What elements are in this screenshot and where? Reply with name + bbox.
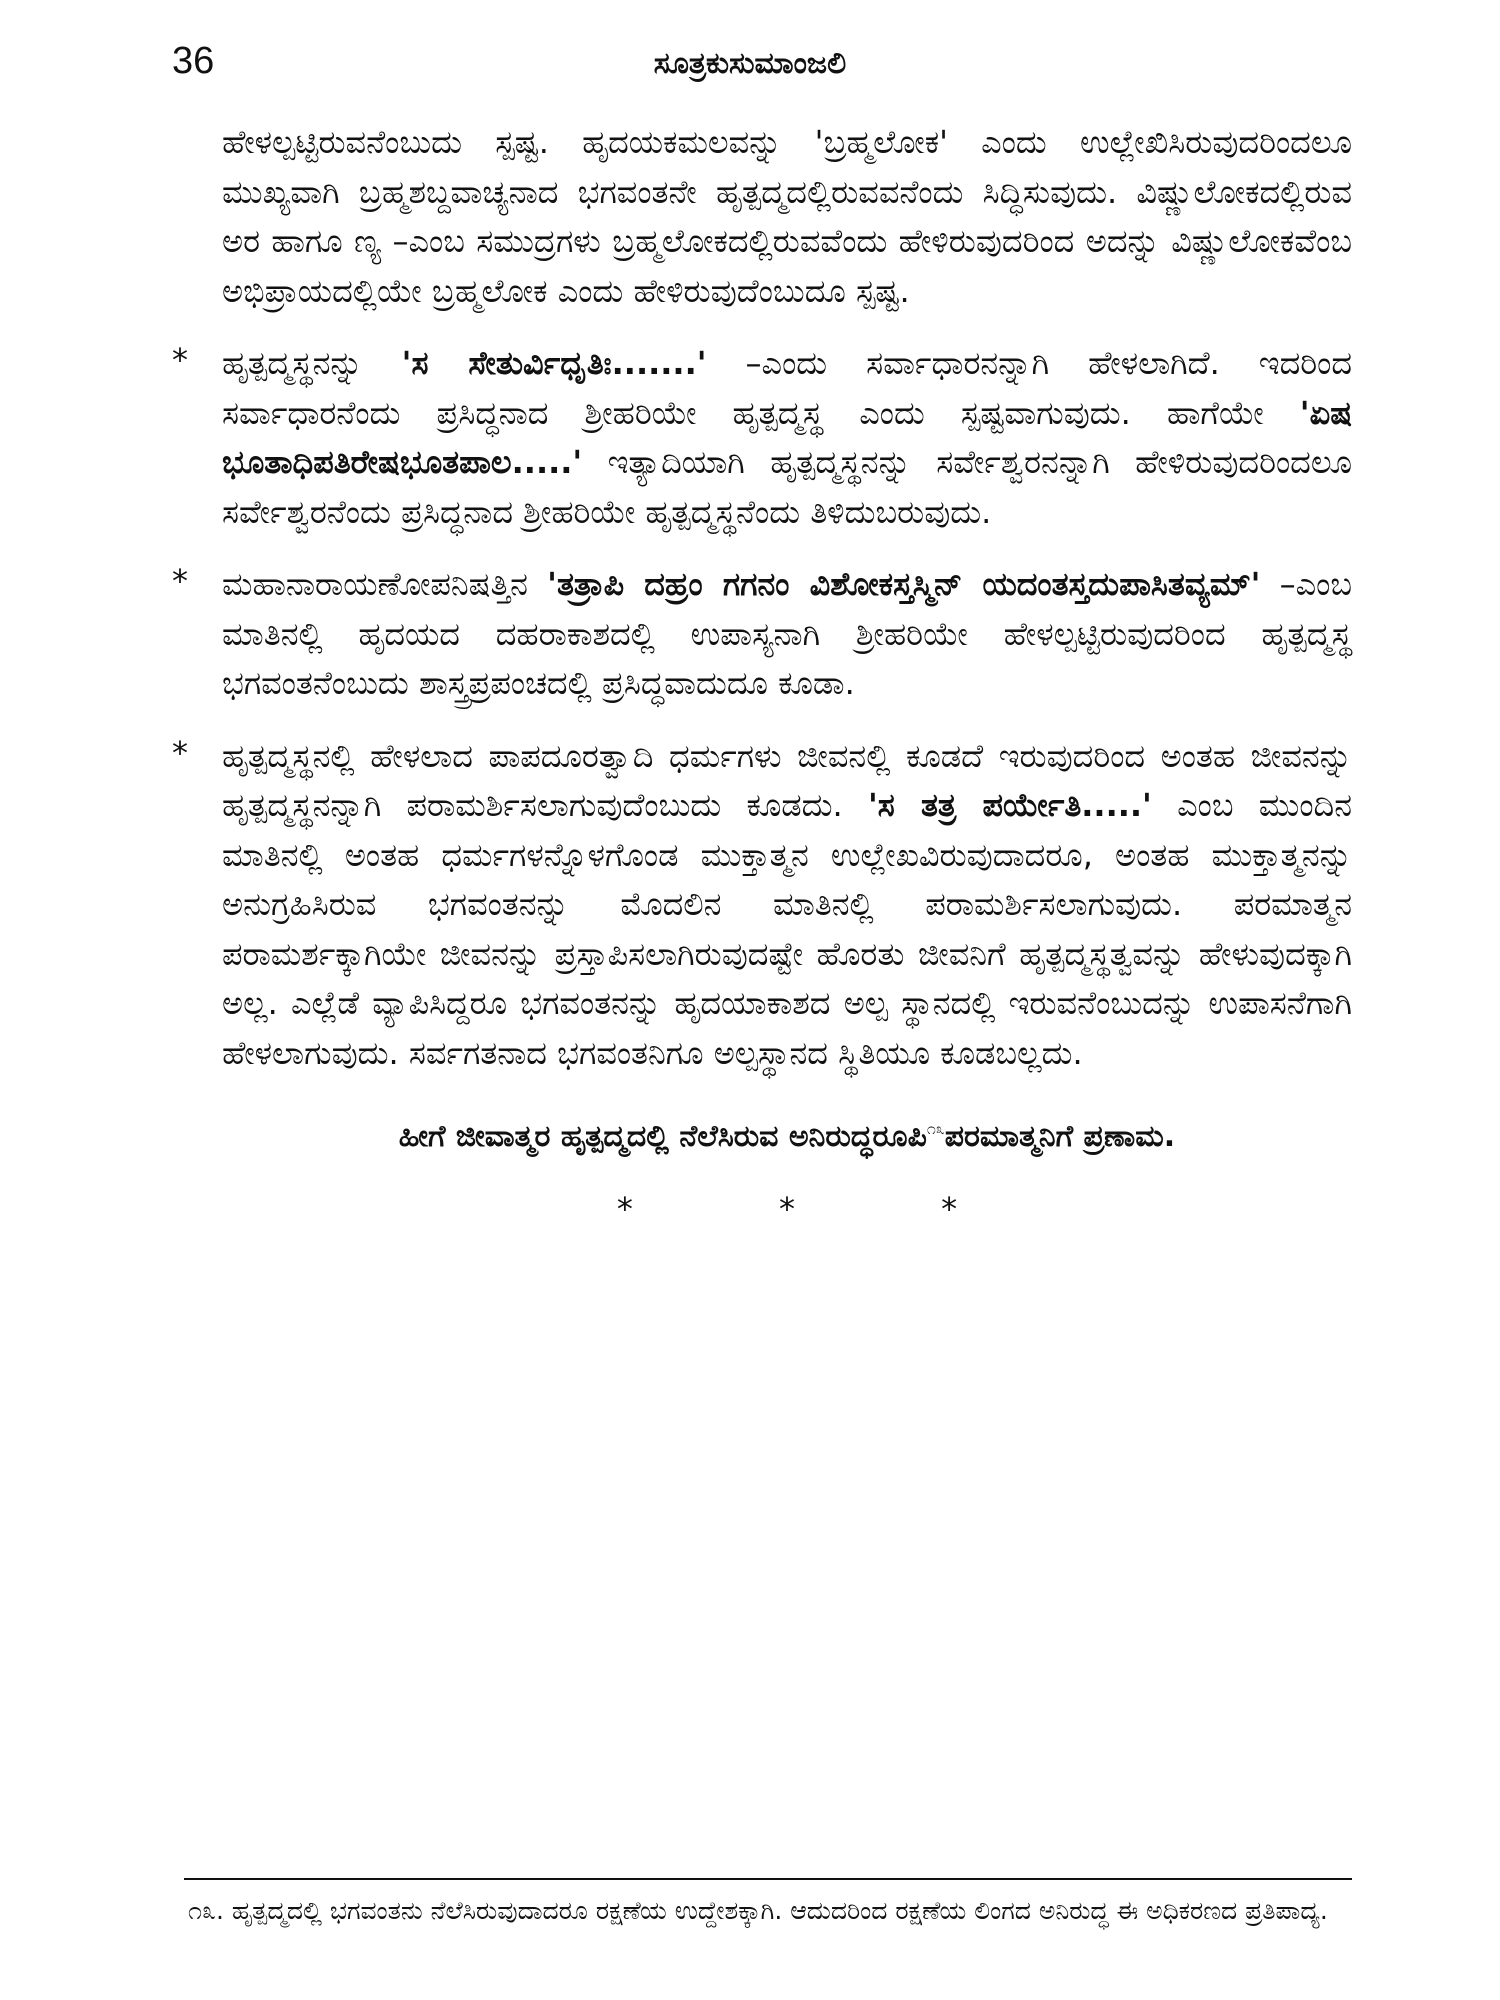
quoted-verse: 'ತತ್ರಾಪಿ ದಹ್ರಂ ಗಗನಂ ವಿಶೋಕಸ್ತಸ್ಮಿನ್ ಯದಂತಸ್ತದುಪಾಸಿತವ್ಯಮ್' — [547, 565, 1261, 603]
text-run: –ಎಂದು ಸರ್ವಾಧಾರನನ್ನಾಗಿ ಹೇಳಲಾಗಿದೆ. ಇದರಿಂದ ಸರ್ವಾಧಾರನೆಂದು ಪ್ರಸಿದ್ಧನಾದ ಶ್ರೀಹರಿಯೇ ಹೃತ್ಪದ್ಮಸ್ಥ ಎಂದು ಸ್ಪಷ್ಟವಾಗುವುದು. ಹಾಗೆಯೇ — [222, 344, 1352, 432]
bullet-star: * — [172, 562, 188, 600]
quoted-verse: 'ಸ ಸೇತುರ್ವಿಧೃತಿಃ.......' — [401, 344, 707, 382]
footnote-rule — [184, 1878, 1352, 1880]
bullet-item — [172, 339, 1352, 537]
text-run: ಎಂಬ ಮುಂದಿನ ಮಾತಿನಲ್ಲಿ ಅಂತಹ ಧರ್ಮಗಳನ್ನೊಳಗೊಂಡ ಮುಕ್ತಾತ್ಮನ ಉಲ್ಲೇಖವಿರುವುದಾದರೂ, ಅಂತಹ ಮುಕ್ತಾತ್ಮನನ್ನು ಅನುಗ್ರಹಿಸಿರುವ ಭಗವಂತನನ್ನು ಮೊದಲಿನ ಮಾತಿನಲ್ಲಿ ಪರಾಮರ್ಶಿಸಲಾಗುವುದು. ಪರಮಾತ್ಮನ ಪರಾಮರ್ಶಕ್ಕಾಗಿಯೇ ಜೀವನನ್ನು ಪ್ರಸ್ತಾಪಿಸಲಾಗಿರುವುದಷ್ಟೇ ಹೊರತು ಜೀವನಿಗೆ ಹೃತ್ಪದ್ಮಸ್ಥತ್ವವನ್ನು ಹೇಳುವುದಕ್ಕಾಗಿ ಅಲ್ಲ. ಎಲ್ಲೆಡೆ ವ್ಯಾಪಿಸಿದ್ದರೂ ಭಗವಂತನನ್ನು ಹೃದಯಾಕಾಶದ ಅಲ್ಪ ಸ್ಥಾನದಲ್ಲಿ ಇರುವನೆಂಬುದನ್ನು ಉಪಾಸನೆಗಾಗಿ ಹೇಳಲಾಗುವುದು. ಸರ್ವಗತನಾದ ಭಗವಂತನಿಗೂ ಅಲ್ಪಸ್ಥಾನದ ಸ್ಥಿತಿಯೂ ಕೂಡಬಲ್ಲದು. — [222, 786, 1352, 1072]
intro-paragraph: ಹೇಳಲ್ಪಟ್ಟಿರುವನೆಂಬುದು ಸ್ಪಷ್ಟ. ಹೃದಯಕಮಲವನ್ನು 'ಬ್ರಹ್ಮಲೋಕ' ಎಂದು ಉಲ್ಲೇಖಿಸಿರುವುದರಿಂದಲೂ ಮುಖ್ಯವಾಗಿ ಬ್ರಹ್ಮಶಬ್ದವಾಚ್ಯನಾದ ಭಗವಂತನೇ ಹೃತ್ಪದ್ಮದಲ್ಲಿರುವವನೆಂದು ಸಿದ್ಧಿಸುವುದು. ವಿಷ್ಣುಲೋಕದಲ್ಲಿರುವ ಅರ ಹಾಗೂ ಣ್ಯ –ಎಂಬ ಸಮುದ್ರಗಳು ಬ್ರಹ್ಮಲೋಕದಲ್ಲಿರುವವೆಂದು ಹೇಳಿರುವುದರಿಂದ ಅದನ್ನು ವಿಷ್ಣುಲೋಕವೆಂಬ ಅಭಿಪ್ರಾಯದಲ್ಲಿಯೇ ಬ್ರಹ್ಮಲೋಕ ಎಂದು ಹೇಳಿರುವುದೆಂಬುದೂ ಸ್ಪಷ್ಟ. — [222, 123, 1352, 310]
quoted-verse: 'ಸ ತತ್ರ ಪರ್ಯೇತಿ.....' — [867, 786, 1152, 824]
section-separator: * * * — [616, 1190, 1026, 1228]
page-body — [172, 118, 1352, 1228]
footnote-marker: ೧೩. — [188, 1896, 224, 1925]
closing-text: ಹೀಗೆ ಜೀವಾತ್ಮರ ಹೃತ್ಪದ್ಮದಲ್ಲಿ ನೆಲೆಸಿರುವ ಅನಿರುದ್ಧರೂಪಿ — [398, 1119, 927, 1154]
text-run: ಮಹಾನಾರಾಯಣೋಪನಿಷತ್ತಿನ — [222, 565, 548, 603]
closing-salutation — [222, 1104, 1352, 1162]
bullet-text — [222, 560, 1352, 709]
page-number: 36 — [172, 40, 215, 82]
bullet-star: * — [172, 341, 188, 379]
text-run: –ಎಂಬ ಮಾತಿನಲ್ಲಿ ಹೃದಯದ ದಹರಾಕಾಶದಲ್ಲಿ ಉಪಾಸ್ಯನಾಗಿ ಶ್ರೀಹರಿಯೇ ಹೇಳಲ್ಪಟ್ಟಿರುವುದರಿಂದ ಹೃತ್ಪದ್ಮಸ್ಥ ಭಗವಂತನೆಂಬುದು ಶಾಸ್ತ್ರಪ್ರಪಂಚದಲ್ಲಿ ಪ್ರಸಿದ್ಧವಾದುದೂ ಕೂಡಾ. — [222, 565, 1352, 702]
bullet-item — [172, 560, 1352, 709]
bullet-star: * — [172, 733, 188, 772]
text-run: ಇತ್ಯಾದಿಯಾಗಿ ಹೃತ್ಪದ್ಮಸ್ಥನನ್ನು ಸರ್ವೇಶ್ವರನನ್ನಾಗಿ ಹೇಳಿರುವುದರಿಂದಲೂ ಸರ್ವೇಶ್ವರನೆಂದು ಪ್ರಸಿದ್ಧನಾದ ಶ್ರೀಹರಿಯೇ ಹೃತ್ಪದ್ಮಸ್ಥನೆಂದು ತಿಳಿದುಬರುವುದು. — [222, 443, 1352, 531]
closing-text-end: ಪರಮಾತ್ಮನಿಗೆ ಪ್ರಣಾಮ. — [944, 1119, 1176, 1154]
footnote-reference: ೧೩ — [926, 1119, 945, 1138]
footnote-text: ಹೃತ್ಪದ್ಮದಲ್ಲಿ ಭಗವಂತನು ನೆಲೆಸಿರುವುದಾದರೂ ರಕ್ಷಣೆಯ ಉದ್ದೇಶಕ್ಕಾಗಿ. ಆದುದರಿಂದ ರಕ್ಷಣೆಯ ಲಿಂಗದ ಅನಿರುದ್ಧ ಈ ಅಧಿಕರಣದ ಪ್ರತಿಪಾದ್ಯ. — [231, 1896, 1328, 1925]
bullet-item — [172, 732, 1352, 1079]
bullet-text — [222, 732, 1352, 1079]
text-run: ಹೃತ್ಪದ್ಮಸ್ಥನನ್ನು — [222, 344, 402, 382]
text-run: ಹೃತ್ಪದ್ಮಸ್ಥನಲ್ಲಿ ಹೇಳಲಾದ ಪಾಪದೂರತ್ವಾದಿ ಧರ್ಮಗಳು ಜೀವನಲ್ಲಿ ಕೂಡದೆ ಇರುವುದರಿಂದ ಅಂತಹ ಜೀವನನ್ನು ಹೃತ್ಪದ್ಮಸ್ಥನನ್ನಾಗಿ ಪರಾಮರ್ಶಿಸಲಾಗುವುದೆಂಬುದು ಕೂಡದು. — [222, 736, 1352, 824]
quoted-verse: 'ಏಷ ಭೂತಾಧಿಪತಿರೇಷಭೂತಪಾಲ.....' — [222, 393, 1352, 481]
footnote — [188, 1888, 1348, 1934]
running-title: ಸೂತ್ರಕುಸುಮಾಂಜಲಿ — [653, 46, 847, 81]
bullet-text — [222, 339, 1352, 537]
